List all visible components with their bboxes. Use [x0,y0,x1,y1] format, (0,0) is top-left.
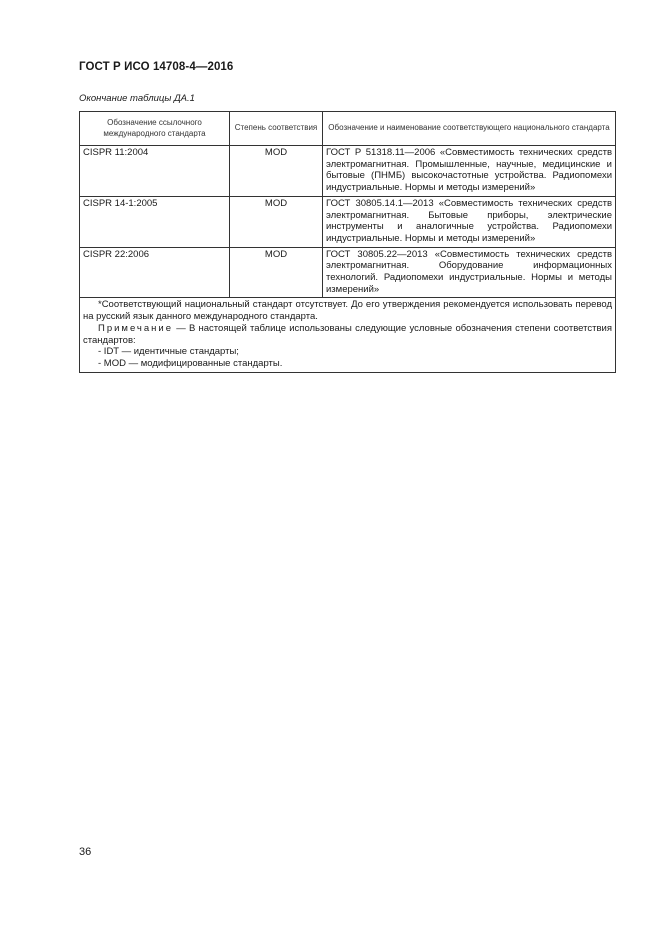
document-code-header: ГОСТ Р ИСО 14708-4—2016 [79,61,234,73]
cell-degree: MOD [230,247,323,298]
note-label: Примечание [98,322,173,334]
table-row [80,247,616,298]
cell-international-standard: CISPR 22:2006 [80,247,230,298]
cell-degree: MOD [230,196,323,247]
page-number: 36 [79,846,92,858]
reference-standards-table [79,111,616,373]
cell-international-standard: CISPR 14-1:2005 [80,196,230,247]
cell-national-standard: ГОСТ 30805.14.1—2013 «Совместимость технических средств электромагнитная. Бытовые приборы, электрические инструменты и аналогичные устройства. Радиопомехи индустриальные. Нормы и методы измерений» [323,196,616,247]
cell-national-standard: ГОСТ 30805.22—2013 «Совместимость технических средств электромагнитная. Оборудование информационных технологий. Радиопомехи индустриальные. Нормы и методы измерений» [323,247,616,298]
table-notes [80,298,616,372]
cell-international-standard: CISPR 11:2004 [80,146,230,197]
footnote-text: *Соответствующий национальный стандарт отсутствует. До его утверждения рекомендуется использовать перевод на русский язык данного международного стандарта. [83,299,612,323]
header-degree-of-correspondence: Степень соответствия [230,112,323,146]
table-row [80,146,616,197]
table-header-row [80,112,616,146]
table-notes-row [80,298,616,372]
table-row [80,196,616,247]
legend-idt: - IDT — идентичные стандарты; [98,346,239,358]
cell-national-standard: ГОСТ Р 51318.11—2006 «Совместимость технических средств электромагнитная. Промышленные, научные, медицинские и бытовые (ПНМБ) высокочастотные устройства. Радиопомехи индустриальные. Нормы и методы измерений» [323,146,616,197]
table-caption: Окончание таблицы ДА.1 [79,93,195,104]
cell-degree: MOD [230,146,323,197]
header-international-standard: Обозначение ссылочного международного стандарта [80,112,230,146]
note-paragraph [83,323,612,346]
header-national-standard: Обозначение и наименование соответствующего национального стандарта [323,112,616,146]
legend-mod: - MOD — модифицированные стандарты. [98,357,283,369]
note-text: — В настоящей таблице использованы следующие условные обозначения степени соответствия стандартов: [83,322,612,346]
